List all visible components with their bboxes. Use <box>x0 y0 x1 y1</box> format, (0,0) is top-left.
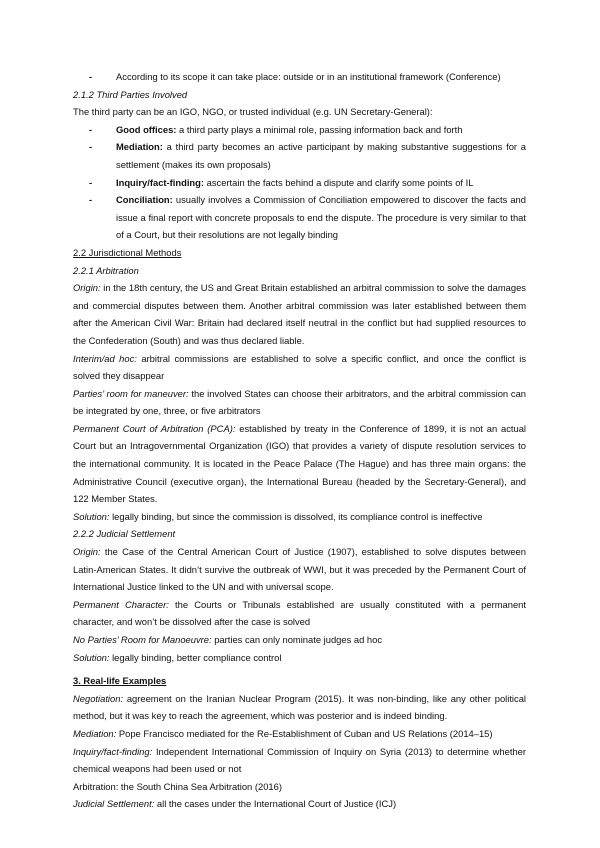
bullet-good-offices: - Good offices: a third party plays a minimal role, passing information back and forth <box>73 121 526 139</box>
paragraph-arbitration-origin: Origin: in the 18th century, the US and Great Britain established an arbitral commission to solve the damages and commercial disputes between them. Another arbitral commission was later established between them after the American Civil War: Britain had declared itself neutral in the conflict but had supplied resources to the Confederation (South) and was thus declared liable. <box>73 282 526 346</box>
heading-real-life-examples: 3. Real-life Examples <box>73 675 167 687</box>
paragraph-arbitration-example: Arbitration: the South China Sea Arbitration (2016) <box>73 780 282 792</box>
paragraph-third-party-intro: The third party can be an IGO, NGO, or trusted individual (e.g. UN Secretary-General): <box>73 106 433 118</box>
heading-arbitration: 2.2.1 Arbitration <box>73 264 139 276</box>
bullet-mediation: - Mediation: a third party becomes an active participant by making substantive suggestions for a settlement (makes its own proposals) <box>73 138 526 173</box>
paragraph-judicial-example: Judicial Settlement: all the cases under the International Court of Justice (ICJ) <box>73 798 397 810</box>
paragraph-judicial-solution: Solution: legally binding, better compliance control <box>73 651 282 663</box>
paragraph-room-for-maneuver: Parties’ room for maneuver: the involved States can choose their arbitrators, and the arbitral commission can be integrated by one, three, or five arbitrators <box>73 387 527 417</box>
heading-third-parties: 2.1.2 Third Parties Involved <box>73 88 188 100</box>
paragraph-inquiry-example: Inquiry/fact-finding: Independent International Commission of Inquiry on Syria (2013) to determine whether chemical weapons had been used or not <box>73 745 527 775</box>
paragraph-no-room: No Parties’ Room for Manoeuvre: parties can only nominate judges ad hoc <box>73 634 383 645</box>
paragraph-mediation-example: Mediation: Pope Francisco mediated for the Re-Establishment of Cuban and US Relations (2014–15) <box>73 727 493 739</box>
paragraph-arbitration-solution: Solution: legally binding, but since the commission is dissolved, its compliance control is ineffective <box>73 510 483 522</box>
paragraph-permanent-character: Permanent Character: the Courts or Tribunals established are usually constituted with a permanent character, and won’t be dissolved after the case is solved <box>73 598 527 628</box>
heading-judicial-settlement: 2.2.2 Judicial Settlement <box>73 528 176 540</box>
paragraph-judicial-origin: Origin: the Case of the Central American Court of Justice (1907), established to solve disputes between Latin-American States. It didn’t survive the outbreak of WWI, but it was preceded by the Permanent Court of International Justice linked to the UN and with universal scope. <box>73 546 526 593</box>
paragraph-pca: Permanent Court of Arbitration (PCA): established by treaty in the Conference of 1899, it is not an actual Court but an Intragovernmental Organization (IGO) that provides a variety of dispute resolution services to the international community. It is located in the Peace Palace (The Hague) and has three main organs: the Administrative Council (executive organ), the International Bureau (headed by the Secretary-General), and 122 Member States. <box>73 422 527 505</box>
paragraph-interim: Interim/ad hoc: arbitral commissions are established to solve a specific conflict, and once the conflict is solved they disappear <box>73 352 527 382</box>
paragraph-negotiation: Negotiation: agreement on the Iranian Nuclear Program (2015). It was non-binding, like any other political method, but it was key to reach the agreement, which was posterior and is indeed binding. <box>73 692 526 722</box>
bullet-inquiry: - Inquiry/fact-finding: ascertain the facts behind a dispute and clarify some points of IL <box>73 174 526 192</box>
heading-jurisdictional-methods: 2.2 Jurisdictional Methods <box>73 246 182 258</box>
bullet-scope: - According to its scope it can take place: outside or in an institutional framework (Conference) <box>73 68 526 86</box>
bullet-conciliation: - Conciliation: usually involves a Commission of Conciliation empowered to discover the facts and issue a final report with concrete proposals to end the dispute. The procedure is very similar to that of a Court, but their resolutions are not legally binding <box>73 191 526 244</box>
